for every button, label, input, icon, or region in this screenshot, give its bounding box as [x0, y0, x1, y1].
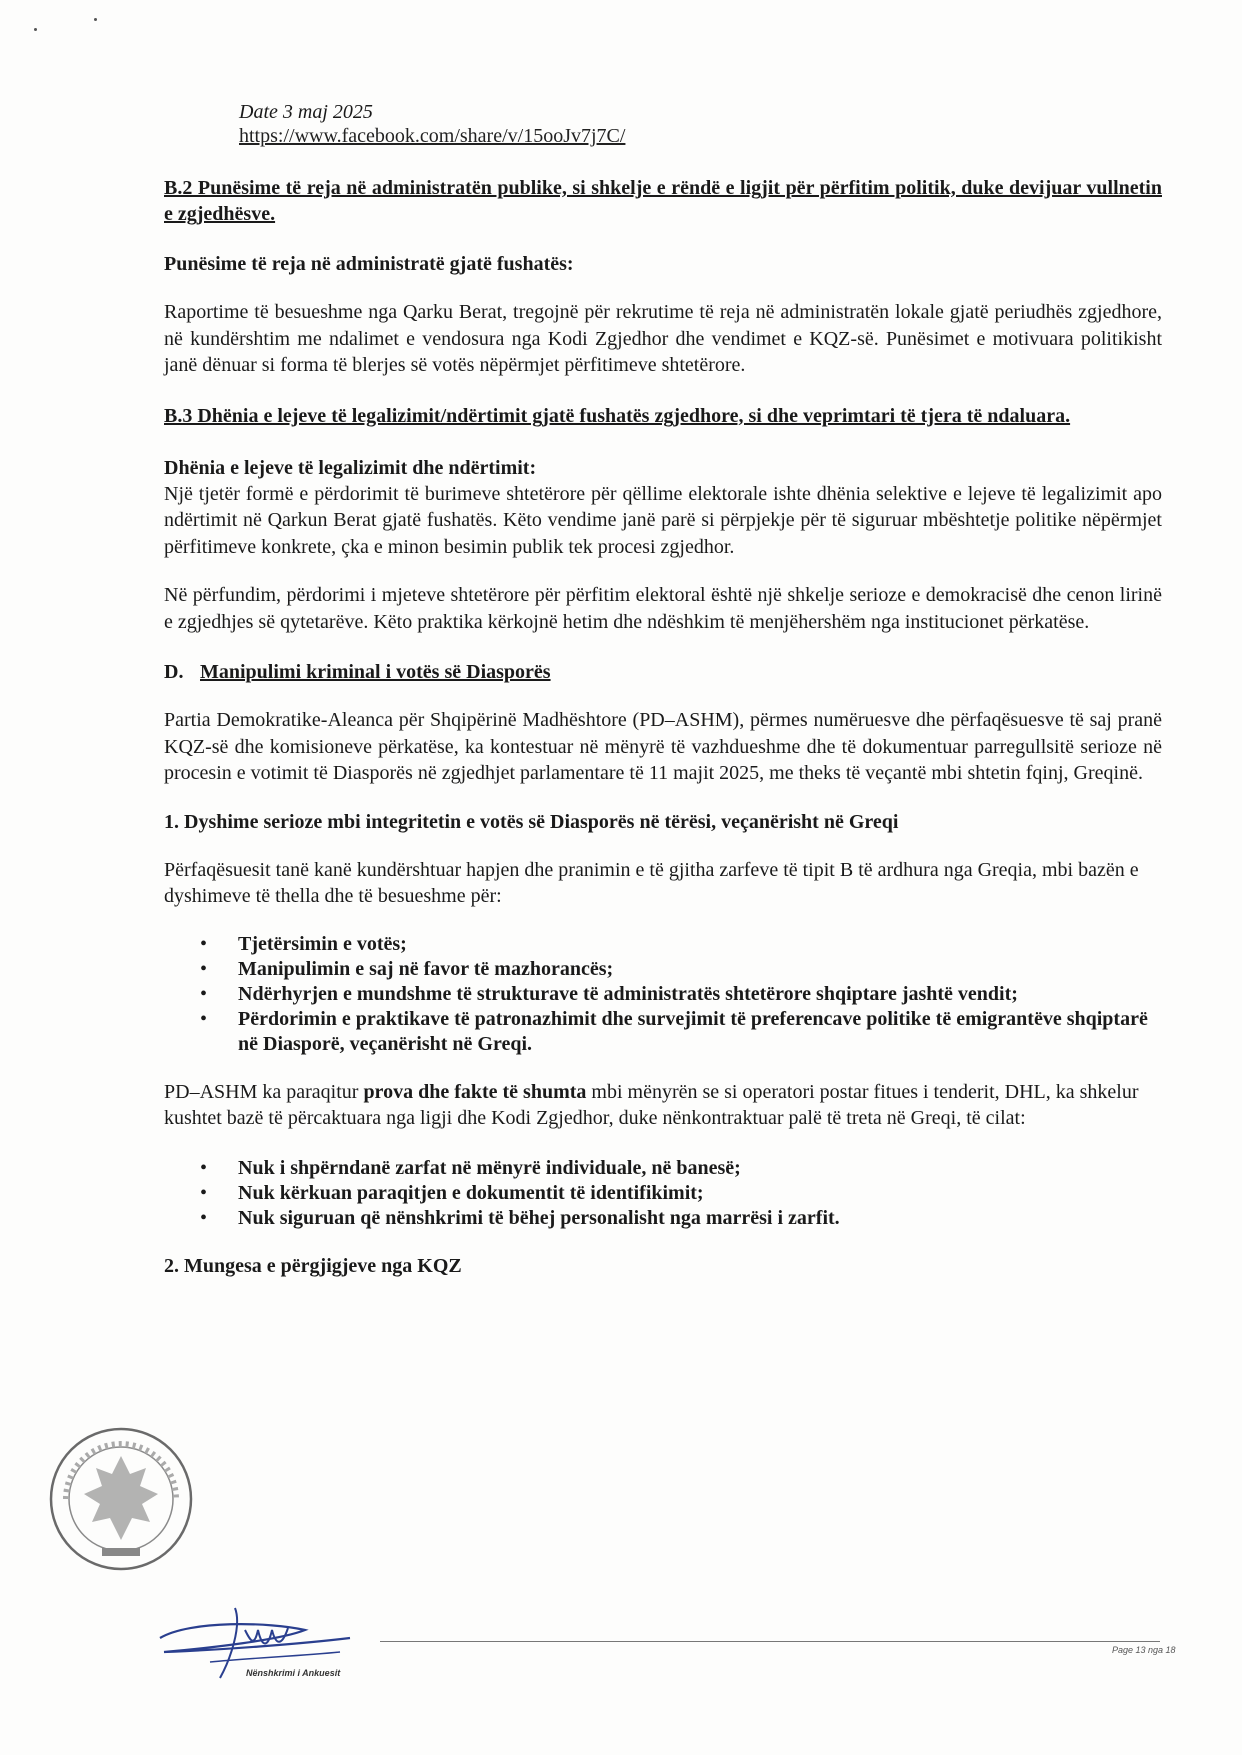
- section-b3-paragraph-1: Një tjetër formë e përdorimit të burimeve shtetërore për qëllime elektorale ishte dhënia selektive e lejeve të legalizimit apo ndërtimit në Qarkun Berat gjatë fushatës. Këto vendime janë parë si përpjekje për të siguruar mbështetje politike nëpërmjet përfitimeve konkrete, çka e minon besimin publik tek procesi zgjedhor.: [164, 482, 1162, 558]
- section-1-intro: Përfaqësuesit tanë kanë kundërshtuar hapjen dhe pranimin e të gjitha zarfeve të tipit B të ardhura nga Greqia, mbi bazën e dyshimeve të thella dhe të besueshme për:: [164, 858, 1139, 907]
- evidence-emphasis: prova dhe fakte të shumta: [363, 1080, 587, 1103]
- section-d-heading: [164, 659, 1162, 685]
- evidence-text-end: mbi mënyrën se si operatori postar fitues i tenderit, DHL, ka shkelur kushtet bazë të përcaktuara nga ligji dhe Kodi Zgjedhor, duke nënkontraktuar palë të treta në Greqi, të cilat:: [164, 1080, 1139, 1129]
- section-d-paragraph: Partia Demokratike-Aleanca për Shqipërinë Madhështore (PD–ASHM), përmes numëruesve dhe përfaqësuesve të saj pranë KQZ-së dhe komisioneve përkatëse, ka kontestuar në mënyrë të vazhdueshme dhe të dokumentuar parregullsitë serioze në procesin e votimit të Diasporës në zgjedhjet parlamentare të 11 majit 2025, me theks të veçantë mbi shtetin fqinj, Greqinë.: [164, 709, 1162, 784]
- footer-divider: [380, 1641, 1160, 1642]
- list-item: • Manipulimin e saj në favor të mazhorancës;: [164, 957, 1162, 982]
- scan-specks: [28, 14, 108, 38]
- list-item: • Nuk siguruan që nënshkrimi të bëhej personalisht nga marrësi i zarfit.: [164, 1206, 1162, 1231]
- signature-label: Nënshkrimi i Ankuesit: [246, 1668, 341, 1678]
- page-number: Page 13 nga 18: [1112, 1645, 1176, 1655]
- concerns-list: [164, 932, 1162, 1057]
- section-1-heading: 1. Dyshime serioze mbi integritetin e votës së Diasporës në tërësi, veçanërisht në Greqi: [164, 810, 899, 833]
- section-b2-subheading: Punësime të reja në administratë gjatë fushatës:: [164, 253, 574, 275]
- list-item: • Nuk kërkuan paraqitjen e dokumentit të identifikimit;: [164, 1181, 1162, 1206]
- evidence-paragraph: [164, 1079, 1162, 1132]
- evidence-text-start: PD–ASHM ka paraqitur: [164, 1080, 364, 1103]
- official-stamp-icon: [46, 1424, 196, 1574]
- section-d-label: D.: [164, 661, 184, 683]
- list-item: • Nuk i shpërndanë zarfat në mënyrë individuale, në banesë;: [164, 1156, 1162, 1181]
- section-d-title: Manipulimi kriminal i votës së Diasporës: [200, 661, 551, 683]
- section-b2-paragraph: Raportime të besueshme nga Qarku Berat, tregojnë për rekrutime të reja në administratën lokale gjatë periudhës zgjedhore, në kundërshtim me ndalimet e vendosura nga Kodi Zgjedhor dhe vendimet e KQZ-së. Punësimet e motivuara politikisht janë dënuar si forma të blerjes së votës nëpërmjet përfitimeve shtetërore.: [164, 301, 1162, 376]
- section-b3-paragraph-2: Në përfundim, përdorimi i mjeteve shtetërore për përfitim elektoral është një shkelje serioze e demokracisë dhe cenon lirinë e zgjedhjes së qytetarëve. Këto praktika kërkojnë hetim dhe ndëshkim të menjëhershëm nga institucionet përkatëse.: [164, 584, 1162, 633]
- page-content: [164, 100, 1162, 1279]
- list-item: • Përdorimin e praktikave të patronazhimit dhe survejimit të preferencave politike të emigrantëve shqiptarë në Diasporë, veçanërisht në Greqi.: [164, 1007, 1162, 1057]
- dhl-failures-list: [164, 1156, 1162, 1231]
- date-line: Date 3 maj 2025: [239, 101, 373, 123]
- section-2-heading: 2. Mungesa e përgjigjeve nga KQZ: [164, 1254, 462, 1277]
- list-item: • Ndërhyrjen e mundshme të strukturave të administratës shtetërore shqiptare jashtë vendit;: [164, 982, 1162, 1007]
- list-item: • Tjetërsimin e votës;: [164, 932, 1162, 957]
- section-b3-subheading: Dhënia e lejeve të legalizimit dhe ndërtimit:: [164, 456, 537, 479]
- source-link[interactable]: https://www.facebook.com/share/v/15ooJv7j7C/: [239, 125, 626, 147]
- section-b3-heading: B.3 Dhënia e lejeve të legalizimit/ndërtimit gjatë fushatës zgjedhore, si dhe veprimtari të tjera të ndaluara.: [164, 404, 1071, 427]
- section-b2-heading: B.2 Punësime të reja në administratën publike, si shkelje e rëndë e ligjit për përfitim politik, duke devijuar vullnetin e zgjedhësve.: [164, 177, 1162, 225]
